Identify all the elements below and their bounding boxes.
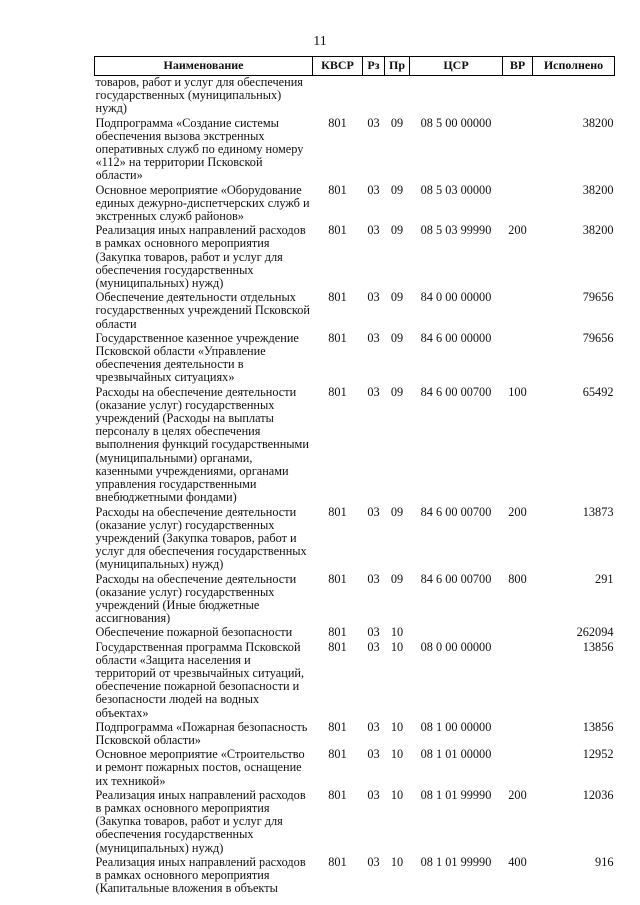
cell-amount: 38200: [582, 182, 614, 197]
cell-amount: 38200: [582, 223, 614, 238]
cell-csr: 08 1 01 99990: [420, 787, 492, 802]
cell-pr: 10: [390, 719, 404, 734]
header-name: Наименование: [95, 57, 313, 76]
cell-csr: 08 1 00 00000: [420, 719, 492, 734]
cell-pr: 09: [390, 384, 404, 399]
cell-vr: 100: [508, 384, 527, 399]
cell-rz: 03: [367, 854, 380, 869]
cell-amount: 79656: [582, 290, 614, 305]
cell-pr: 09: [390, 223, 404, 238]
cell-name: Основное мероприятие «Оборудование единых дежурно-диспетчерских служб и экстренных служб районов»: [95, 182, 310, 224]
cell-rz: 03: [367, 639, 380, 654]
cell-kvsr: 801: [328, 719, 347, 734]
cell-pr: 09: [390, 290, 404, 305]
cell-kvsr: 801: [328, 223, 347, 238]
cell-rz: [363, 76, 385, 117]
cell-name: Подпрограмма «Пожарная безопасность Псковской области»: [95, 719, 308, 747]
cell-pr: [385, 76, 410, 117]
table-row: [95, 224, 615, 291]
cell-rz: 03: [367, 719, 380, 734]
cell-vr: [503, 721, 533, 748]
cell-rz: 03: [367, 384, 380, 399]
header-csr: ЦСР: [410, 57, 503, 76]
cell-name: Основное мероприятие «Строительство и ремонт пожарных постов, оснащение их техникой»: [95, 747, 305, 788]
cell-amount: 12036: [582, 787, 614, 802]
cell-kvsr: 801: [328, 384, 347, 399]
cell-pr: 10: [390, 625, 404, 640]
cell-rz: 03: [367, 330, 380, 345]
cell-name: Обеспечение пожарной безопасности: [95, 625, 293, 640]
table-row: [95, 641, 615, 721]
cell-vr: [503, 184, 533, 225]
cell-amount: [533, 76, 615, 117]
cell-amount: 12952: [582, 747, 614, 762]
cell-csr: 08 5 03 00000: [420, 182, 492, 197]
cell-amount: 79656: [582, 330, 614, 345]
table-row: [95, 184, 615, 225]
cell-name: Государственная программа Псковской области «Защита населения и территорий от чрезвычайных ситуаций, обеспечение пожарной безопасности и безопасности людей на водных объектах»: [95, 639, 305, 720]
cell-kvsr: 801: [328, 747, 347, 762]
cell-kvsr: 801: [328, 787, 347, 802]
cell-kvsr: 801: [328, 290, 347, 305]
table-row: [95, 291, 615, 332]
cell-kvsr: 801: [328, 182, 347, 197]
cell-amount: 291: [595, 571, 614, 586]
cell-vr: [503, 117, 533, 184]
cell-csr: [410, 76, 503, 117]
cell-csr: 84 0 00 00000: [420, 290, 492, 305]
cell-csr: 08 0 00 00000: [420, 639, 492, 654]
cell-csr: [410, 626, 503, 640]
cell-name: Государственное казенное учреждение Псковской области «Управление обеспечения деятельности в чрезвычайных ситуациях»: [95, 330, 299, 385]
cell-csr: 08 5 00 00000: [420, 115, 492, 130]
cell-vr: [503, 291, 533, 332]
cell-pr: 10: [390, 787, 404, 802]
cell-vr: [503, 332, 533, 386]
cell-amount: 65492: [582, 384, 614, 399]
cell-name: Расходы на обеспечение деятельности (оказание услуг) государственных учреждений (Расходы на выплаты персоналу в целях обеспечения выполнения функций государственными (муниципальными) органами, казенными учреждениями, органами управления государственными внебюджетными фондами): [95, 384, 309, 505]
cell-name: Реализация иных направлений расходов в рамках основного мероприятия (Закупка товаров, работ и услуг для обеспечения государственных (муниципальных) нужд): [95, 223, 306, 291]
table-row: [95, 789, 615, 856]
cell-pr: 09: [390, 571, 404, 586]
cell-amount: 13856: [582, 719, 614, 734]
table-row: [95, 76, 615, 117]
cell-vr: [503, 626, 533, 640]
table-row: [95, 386, 615, 506]
cell-csr: 84 6 00 00000: [420, 330, 492, 345]
table-row: [95, 117, 615, 184]
cell-pr: 09: [390, 115, 404, 130]
cell-name: Обеспечение деятельности отдельных государственных учреждений Псковской области: [95, 290, 310, 331]
cell-amount: 38200: [582, 115, 614, 130]
cell-kvsr: 801: [328, 854, 347, 869]
header-kvsr: КВСР: [313, 57, 363, 76]
cell-amount: 13856: [582, 639, 614, 654]
cell-pr: 09: [390, 182, 404, 197]
cell-csr: 84 6 00 00700: [420, 571, 492, 586]
table-row: [95, 856, 615, 897]
header-vr: ВР: [503, 57, 533, 76]
cell-rz: 03: [367, 747, 380, 762]
budget-table: [94, 56, 615, 896]
cell-rz: 03: [367, 625, 380, 640]
cell-csr: 84 6 00 00700: [420, 504, 492, 519]
cell-amount: 916: [595, 854, 614, 869]
cell-pr: 10: [390, 639, 404, 654]
cell-kvsr: 801: [328, 115, 347, 130]
cell-pr: 10: [390, 747, 404, 762]
cell-vr: [503, 748, 533, 789]
table-header-row: [95, 57, 615, 76]
cell-vr: [503, 641, 533, 721]
cell-pr: 09: [390, 504, 404, 519]
page-number: 11: [313, 34, 327, 49]
cell-vr: [503, 76, 533, 117]
cell-rz: 03: [367, 115, 380, 130]
cell-rz: 03: [367, 223, 380, 238]
cell-name: Реализация иных направлений расходов в рамках основного мероприятия (Закупка товаров, работ и услуг для обеспечения государственных (муниципальных) нужд): [95, 787, 306, 855]
cell-kvsr: 801: [328, 330, 347, 345]
cell-vr: 200: [508, 787, 527, 802]
header-pr: Пр: [385, 57, 410, 76]
cell-csr: 08 1 01 00000: [420, 747, 492, 762]
table-row: [95, 721, 615, 748]
header-amount: Исполнено: [533, 57, 615, 76]
cell-kvsr: [313, 76, 363, 117]
table-row: [95, 626, 615, 640]
cell-name: товаров, работ и услуг для обеспечения государственных (муниципальных) нужд): [95, 75, 303, 116]
cell-csr: 08 1 01 99990: [420, 854, 492, 869]
cell-pr: 10: [390, 854, 404, 869]
table-row: [95, 748, 615, 789]
cell-vr: 800: [508, 571, 527, 586]
cell-csr: 08 5 03 99990: [420, 223, 492, 238]
cell-csr: 84 6 00 00700: [420, 384, 492, 399]
cell-vr: 400: [508, 854, 527, 869]
cell-kvsr: 801: [328, 625, 347, 640]
cell-name: Подпрограмма «Создание системы обеспечения вызова экстренных оперативных служб по единому номеру «112» на территории Псковской области»: [95, 115, 304, 183]
cell-rz: 03: [367, 787, 380, 802]
cell-vr: 200: [508, 223, 527, 238]
cell-kvsr: 801: [328, 639, 347, 654]
cell-vr: 200: [508, 504, 527, 519]
header-rz: Рз: [363, 57, 385, 76]
table-row: [95, 332, 615, 386]
cell-rz: 03: [367, 504, 380, 519]
cell-rz: 03: [367, 182, 380, 197]
cell-rz: 03: [367, 571, 380, 586]
cell-kvsr: 801: [328, 504, 347, 519]
table-row: [95, 506, 615, 573]
cell-name: Расходы на обеспечение деятельности (оказание услуг) государственных учреждений (Закупка товаров, работ и услуг для обеспечения государственных (муниципальных) нужд): [95, 504, 307, 572]
cell-rz: 03: [367, 290, 380, 305]
cell-name: Расходы на обеспечение деятельности (оказание услуг) государственных учреждений (Иные бюджетные ассигнования): [95, 571, 297, 626]
cell-amount: 13873: [582, 504, 614, 519]
cell-pr: 09: [390, 330, 404, 345]
table-row: [95, 573, 615, 627]
cell-name: Реализация иных направлений расходов в рамках основного мероприятия (Капитальные вложения в объекты: [95, 854, 306, 896]
cell-kvsr: 801: [328, 571, 347, 586]
cell-amount: 262094: [576, 625, 614, 640]
